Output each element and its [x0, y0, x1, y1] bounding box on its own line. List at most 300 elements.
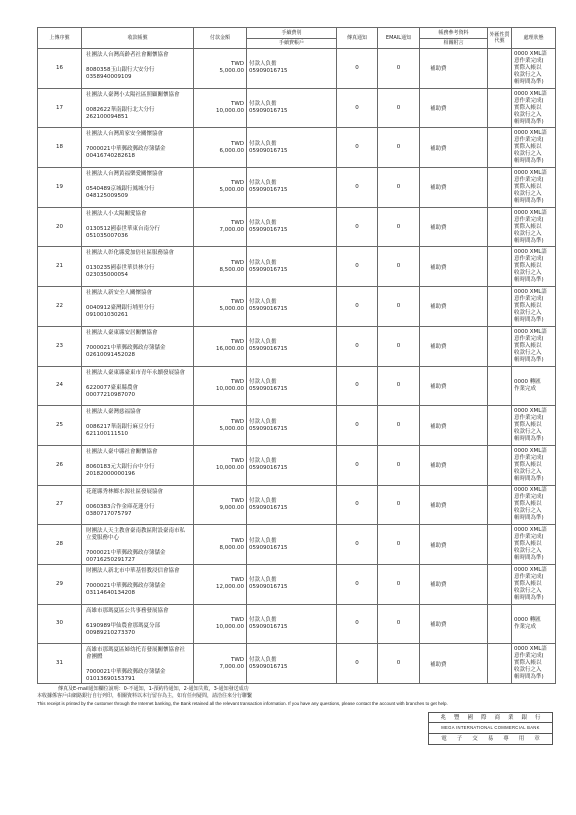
table-body: [38, 49, 556, 684]
email-notice-cell: [378, 128, 420, 168]
fee-account-number: 05909016715: [249, 68, 288, 75]
payment-amount: 10,000.00: [216, 465, 244, 472]
fax-notice-code: 0: [355, 342, 359, 349]
table-row: [38, 327, 556, 367]
table-row: [38, 49, 556, 89]
header-amount: [194, 28, 247, 49]
seq-cell: [38, 247, 82, 287]
payee-bank: 6220077臺東縣農會: [86, 384, 138, 391]
payee-account-number: 00416740282618: [86, 153, 135, 160]
table-row: [38, 525, 556, 565]
fx-code-cell: [488, 367, 512, 407]
email-notice-code: 0: [396, 422, 401, 429]
header-status-label: 處理狀態: [523, 35, 544, 41]
header-seq: [38, 28, 82, 49]
seq-cell: [38, 327, 82, 367]
fax-notice-cell: [337, 406, 378, 446]
fax-notice-cell: [337, 49, 378, 89]
status-cell: [512, 89, 556, 129]
status-cell: [512, 605, 556, 645]
status-line: 意作業完成(: [514, 137, 544, 144]
status-line: 帳時間為準): [514, 78, 544, 85]
payee-account-number: 00989210273370: [86, 629, 135, 636]
fee-type: 付款人負擔: [249, 220, 277, 227]
fax-notice-code: 0: [355, 541, 359, 548]
fee-type: 付款人負擔: [249, 537, 277, 544]
status-line: 帳時間為準): [514, 197, 544, 204]
fx-code-cell: [488, 208, 512, 248]
amount-cell: [194, 168, 247, 208]
currency-code: TWD: [230, 339, 244, 346]
status-line: 收款行之入: [514, 508, 542, 515]
header-fax: [337, 28, 378, 49]
fee-type: 付款人負擔: [249, 616, 277, 623]
currency-code: TWD: [230, 101, 244, 108]
payee-account-number: 051035007036: [86, 232, 128, 239]
status-line: 意作業完成(: [514, 256, 544, 263]
status-line: 帳時間為準): [514, 237, 544, 244]
header-memo-label: 相關附言: [443, 40, 464, 47]
payee-account-number: 20182000000196: [86, 470, 135, 477]
payee-name: 社團法人臺灣小太陽社區照顧關懷協會: [86, 91, 180, 98]
payee-name: 財團法人新北市中華基督教浸信會協會: [86, 567, 180, 574]
payee-cell: [82, 327, 194, 367]
amount-cell: [194, 486, 247, 526]
memo-cell: [420, 128, 488, 168]
status-line: 0000 轉匯: [514, 616, 541, 623]
payment-amount: 12,000.00: [216, 584, 244, 591]
amount-cell: [194, 208, 247, 248]
amount-cell: [194, 406, 247, 446]
amount-cell: [194, 128, 247, 168]
fee-type: 付款人負擔: [249, 61, 277, 68]
seq-cell: [38, 168, 82, 208]
fax-notice-code: 0: [355, 144, 359, 151]
fee-cell: [247, 565, 337, 605]
status-line: 帳時間為準): [514, 555, 544, 562]
fee-account-number: 05909016715: [249, 584, 288, 591]
status-cell: [512, 525, 556, 565]
fax-notice-cell: [337, 327, 378, 367]
seq-cell: [38, 565, 82, 605]
table-row: [38, 406, 556, 446]
upload-sequence-number: 22: [56, 302, 63, 309]
fx-code-cell: [488, 247, 512, 287]
fee-cell: [247, 247, 337, 287]
payee-bank: 0130235國泰世華員林分行: [86, 265, 155, 272]
payment-amount: 6,000.00: [219, 147, 244, 154]
status-line: 實際入帳以: [514, 64, 542, 71]
payee-cell: [82, 525, 194, 565]
payee-account-number: 0358940009109: [86, 74, 132, 80]
seq-cell: [38, 525, 82, 565]
email-notice-cell: [378, 208, 420, 248]
fee-type: 付款人負擔: [249, 577, 277, 584]
seq-cell: [38, 208, 82, 248]
fee-account-number: 05909016715: [249, 108, 288, 115]
memo-text: 補助費: [430, 383, 447, 390]
status-line: 意作業完成(: [514, 216, 544, 223]
status-line: 意作業完成(: [514, 97, 544, 104]
memo-cell: [420, 208, 488, 248]
payment-amount: 10,000.00: [216, 623, 244, 630]
email-notice-cell: [378, 605, 420, 645]
fx-code-cell: [488, 128, 512, 168]
payee-name: 花蓮縣秀林鄉水源社區發展協會: [86, 488, 164, 495]
currency-code: TWD: [230, 299, 244, 306]
memo-text: 補助費: [430, 145, 447, 152]
currency-code: TWD: [230, 577, 244, 584]
status-line: 收款行之入: [514, 548, 542, 555]
header-status: [512, 28, 556, 49]
fee-cell: [247, 446, 337, 486]
payment-amount: 5,000.00: [219, 306, 244, 313]
seq-cell: [38, 367, 82, 407]
fee-account-number: 05909016715: [249, 623, 288, 630]
status-line: 意作業完成(: [514, 454, 544, 461]
fee-type: 付款人負擔: [249, 101, 277, 108]
email-notice-code: 0: [396, 660, 401, 667]
email-notice-cell: [378, 327, 420, 367]
status-cell: [512, 565, 556, 605]
email-notice-cell: [378, 525, 420, 565]
fax-notice-cell: [337, 128, 378, 168]
fax-notice-code: 0: [355, 660, 359, 667]
memo-cell: [420, 168, 488, 208]
status-line: 0000 XML語: [514, 566, 547, 573]
payment-amount: 5,000.00: [219, 425, 244, 432]
payment-amount: 16,000.00: [216, 346, 244, 353]
currency-code: TWD: [230, 418, 244, 425]
memo-cell: [420, 367, 488, 407]
upload-sequence-number: 24: [56, 382, 63, 389]
payee-bank: 8060183元大銀行台中分行: [86, 463, 155, 470]
payment-amount: 5,000.00: [219, 187, 244, 194]
status-line: 0000 XML語: [514, 646, 547, 653]
currency-code: TWD: [230, 61, 244, 68]
email-notice-code: 0: [396, 501, 401, 508]
email-notice-cell: [378, 446, 420, 486]
fee-type: 付款人負擔: [249, 339, 277, 346]
status-line: 帳時間為準): [514, 316, 544, 323]
fax-notice-cell: [337, 446, 378, 486]
payee-account-number: 03114640134208: [86, 589, 135, 596]
memo-cell: [420, 327, 488, 367]
payee-name: 社團法人台灣萬家安全關懷協會: [86, 131, 164, 138]
amount-cell: [194, 605, 247, 645]
memo-cell: [420, 287, 488, 327]
status-line: 作業完成: [514, 623, 537, 630]
status-line: 0000 XML語: [514, 527, 547, 534]
header-fee-type-label: 手續費別: [247, 28, 336, 39]
payee-cell: [82, 168, 194, 208]
status-line: 帳時間為準): [514, 674, 544, 681]
payee-name: 社團法人臺中縣社會關懷協會: [86, 448, 158, 455]
fee-type: 付款人負擔: [249, 180, 277, 187]
payment-amount: 8,000.00: [219, 544, 244, 551]
status-line: 0000 轉匯: [514, 378, 541, 385]
fee-cell: [247, 406, 337, 446]
payee-cell: [82, 208, 194, 248]
status-line: 收款行之入: [514, 667, 542, 674]
header-fx-nature-label: 外匯性質: [489, 32, 510, 38]
memo-text: 補助費: [430, 66, 447, 73]
memo-text: 補助費: [430, 225, 447, 232]
table-row: [38, 247, 556, 287]
payee-cell: [82, 446, 194, 486]
payee-name: 社團法人台灣高齡者社會關懷協會: [86, 52, 169, 58]
seq-cell: [38, 486, 82, 526]
memo-cell: [420, 446, 488, 486]
seq-cell: [38, 644, 82, 684]
fee-cell: [247, 49, 337, 89]
table-row: [38, 287, 556, 327]
status-line: 帳時間為準): [514, 356, 544, 363]
fee-account-number: 05909016715: [249, 306, 288, 313]
currency-code: TWD: [230, 140, 244, 147]
payee-bank: 0082622華南銀行北大分行: [86, 106, 155, 113]
status-line: 意作業完成(: [514, 534, 544, 541]
upload-sequence-number: 17: [56, 104, 63, 111]
header-fax-label: 傳真通知: [346, 35, 367, 41]
status-line: 收款行之入: [514, 349, 542, 356]
payee-cell: [82, 49, 194, 89]
fee-cell: [247, 367, 337, 407]
fx-code-cell: [488, 605, 512, 645]
email-notice-cell: [378, 168, 420, 208]
payment-amount: 7,000.00: [219, 227, 244, 234]
amount-cell: [194, 644, 247, 684]
email-notice-code: 0: [396, 223, 401, 230]
status-line: 收款行之入: [514, 587, 542, 594]
upload-sequence-number: 29: [56, 580, 63, 587]
header-reference-label: 帳務參考資料: [420, 28, 487, 39]
memo-text: 補助費: [430, 304, 447, 311]
fax-notice-code: 0: [355, 382, 359, 389]
memo-text: 補助費: [430, 463, 447, 470]
table-row: [38, 446, 556, 486]
status-line: 0000 XML語: [514, 50, 547, 57]
header-reference: [420, 28, 488, 49]
email-notice-cell: [378, 49, 420, 89]
fax-notice-code: 0: [355, 461, 359, 468]
fax-notice-code: 0: [355, 223, 359, 230]
memo-text: 補助費: [430, 542, 447, 549]
currency-code: TWD: [230, 497, 244, 504]
status-line: 帳時間為準): [514, 594, 544, 601]
fee-cell: [247, 486, 337, 526]
status-line: 實際入帳以: [514, 580, 542, 587]
table-row: [38, 168, 556, 208]
payee-cell: [82, 644, 194, 684]
status-line: 意作業完成(: [514, 494, 544, 501]
status-line: 意作業完成(: [514, 57, 544, 64]
payment-amount: 10,000.00: [216, 385, 244, 392]
status-line: 0000 XML語: [514, 288, 547, 295]
fax-notice-code: 0: [355, 104, 359, 111]
fax-notice-cell: [337, 525, 378, 565]
status-line: 0000 XML語: [514, 447, 547, 454]
fee-account-number: 05909016715: [249, 187, 288, 194]
status-line: 意作業完成(: [514, 176, 544, 183]
header-account-label: 收款帳號: [127, 35, 148, 41]
header-email-label: EMAIL通知: [385, 35, 412, 41]
fx-code-cell: [488, 446, 512, 486]
payee-name: 社團法人小太陽關愛協會: [86, 210, 147, 217]
email-notice-cell: [378, 644, 420, 684]
memo-cell: [420, 486, 488, 526]
payee-cell: [82, 128, 194, 168]
status-line: 意作業完成(: [514, 295, 544, 302]
currency-code: TWD: [230, 458, 244, 465]
table-row: [38, 208, 556, 248]
payee-account-number: 0380717075797: [86, 510, 132, 517]
payee-cell: [82, 406, 194, 446]
memo-cell: [420, 49, 488, 89]
status-cell: [512, 168, 556, 208]
payee-account-number: 00077210987070: [86, 391, 135, 398]
upload-sequence-number: 30: [56, 620, 63, 627]
status-line: 收款行之入: [514, 111, 542, 118]
fx-code-cell: [488, 525, 512, 565]
status-line: 0000 XML語: [514, 487, 547, 494]
payee-name: 社團法人臺東縣安居關懷協會: [86, 329, 158, 336]
table-row: [38, 605, 556, 645]
seq-cell: [38, 446, 82, 486]
bank-seal-stamp: [428, 712, 553, 745]
fee-type: 付款人負擔: [249, 656, 277, 663]
status-cell: [512, 128, 556, 168]
memo-text: 補助費: [430, 423, 447, 430]
email-notice-code: 0: [396, 104, 401, 111]
email-notice-code: 0: [396, 302, 401, 309]
payee-name: 社團法人新安全人關懷協會: [86, 290, 153, 297]
status-line: 帳時間為準): [514, 277, 544, 284]
fax-notice-cell: [337, 208, 378, 248]
fee-cell: [247, 605, 337, 645]
payee-account-number: 262100094851: [86, 113, 128, 120]
upload-sequence-number: 25: [56, 422, 63, 429]
payment-amount: 8,500.00: [219, 266, 244, 273]
email-notice-cell: [378, 287, 420, 327]
fee-type: 付款人負擔: [249, 458, 277, 465]
fx-code-cell: [488, 486, 512, 526]
header-seq-label: 上傳序號: [49, 35, 70, 41]
email-notice-code: 0: [396, 144, 401, 151]
email-notice-cell: [378, 486, 420, 526]
fax-notice-cell: [337, 287, 378, 327]
memo-cell: [420, 525, 488, 565]
upload-sequence-number: 18: [56, 144, 63, 151]
status-line: 收款行之入: [514, 190, 542, 197]
memo-text: 補助費: [430, 344, 447, 351]
fx-code-cell: [488, 49, 512, 89]
memo-cell: [420, 89, 488, 129]
memo-text: 補助費: [430, 582, 447, 589]
status-line: 實際入帳以: [514, 302, 542, 309]
fx-code-cell: [488, 406, 512, 446]
seq-cell: [38, 89, 82, 129]
amount-cell: [194, 89, 247, 129]
payee-account-number: 091001030261: [86, 312, 128, 319]
amount-cell: [194, 525, 247, 565]
payee-cell: [82, 605, 194, 645]
fax-notice-cell: [337, 644, 378, 684]
upload-sequence-number: 23: [56, 342, 63, 349]
status-line: 帳時間為準): [514, 515, 544, 522]
upload-sequence-number: 16: [56, 64, 63, 71]
status-line: 帳時間為準): [514, 158, 544, 165]
amount-cell: [194, 287, 247, 327]
payee-cell: [82, 287, 194, 327]
fee-cell: [247, 89, 337, 129]
fee-cell: [247, 287, 337, 327]
payment-amount: 5,000.00: [219, 68, 244, 75]
status-cell: [512, 406, 556, 446]
fax-notice-cell: [337, 565, 378, 605]
memo-cell: [420, 565, 488, 605]
payee-name: 社團法人台灣黃福樂愛關懷協會: [86, 171, 164, 178]
payee-cell: [82, 367, 194, 407]
fax-notice-code: 0: [355, 620, 359, 627]
amount-cell: [194, 247, 247, 287]
fax-notice-code: 0: [355, 580, 359, 587]
email-notice-code: 0: [396, 183, 401, 190]
email-notice-cell: [378, 89, 420, 129]
payee-bank: 7000021中華郵政郵政存簿儲金: [86, 344, 166, 351]
seq-cell: [38, 49, 82, 89]
payee-bank: 0040912臺灣銀行埔里分行: [86, 305, 155, 312]
fee-type: 付款人負擔: [249, 497, 277, 504]
payee-account-number: 00716250291727: [86, 557, 135, 564]
payee-cell: [82, 247, 194, 287]
fax-notice-code: 0: [355, 501, 359, 508]
status-line: 0000 XML語: [514, 90, 547, 97]
email-notice-cell: [378, 565, 420, 605]
fax-notice-code: 0: [355, 422, 359, 429]
status-line: 0000 XML語: [514, 408, 547, 415]
fee-cell: [247, 208, 337, 248]
status-line: 收款行之入: [514, 230, 542, 237]
status-cell: [512, 327, 556, 367]
email-notice-code: 0: [396, 541, 401, 548]
status-line: 收款行之入: [514, 270, 542, 277]
status-line: 收款行之入: [514, 429, 542, 436]
header-fx: [488, 28, 512, 49]
status-line: 帳時間為準): [514, 436, 544, 443]
fee-account-number: 05909016715: [249, 266, 288, 273]
status-line: 收款行之入: [514, 309, 542, 316]
status-line: 0000 XML語: [514, 209, 547, 216]
fee-type: 付款人負擔: [249, 378, 277, 385]
status-line: 實際入帳以: [514, 660, 542, 667]
fee-cell: [247, 644, 337, 684]
fee-cell: [247, 327, 337, 367]
stamp-bank-name-en: MEGA INTERNATIONAL COMMERCIAL BANK: [429, 723, 552, 733]
header-fx-code-label: 代號: [494, 38, 505, 44]
upload-sequence-number: 31: [56, 660, 63, 667]
fee-type: 付款人負擔: [249, 140, 277, 147]
status-line: 實際入帳以: [514, 541, 542, 548]
upload-sequence-number: 27: [56, 501, 63, 508]
amount-cell: [194, 49, 247, 89]
payee-bank: 0540489京城銀行鳳城分行: [86, 186, 155, 193]
fx-code-cell: [488, 287, 512, 327]
fee-type: 付款人負擔: [249, 259, 277, 266]
payee-account-number: 048125009509: [86, 193, 128, 200]
seq-cell: [38, 605, 82, 645]
status-line: 作業完成: [514, 385, 537, 392]
